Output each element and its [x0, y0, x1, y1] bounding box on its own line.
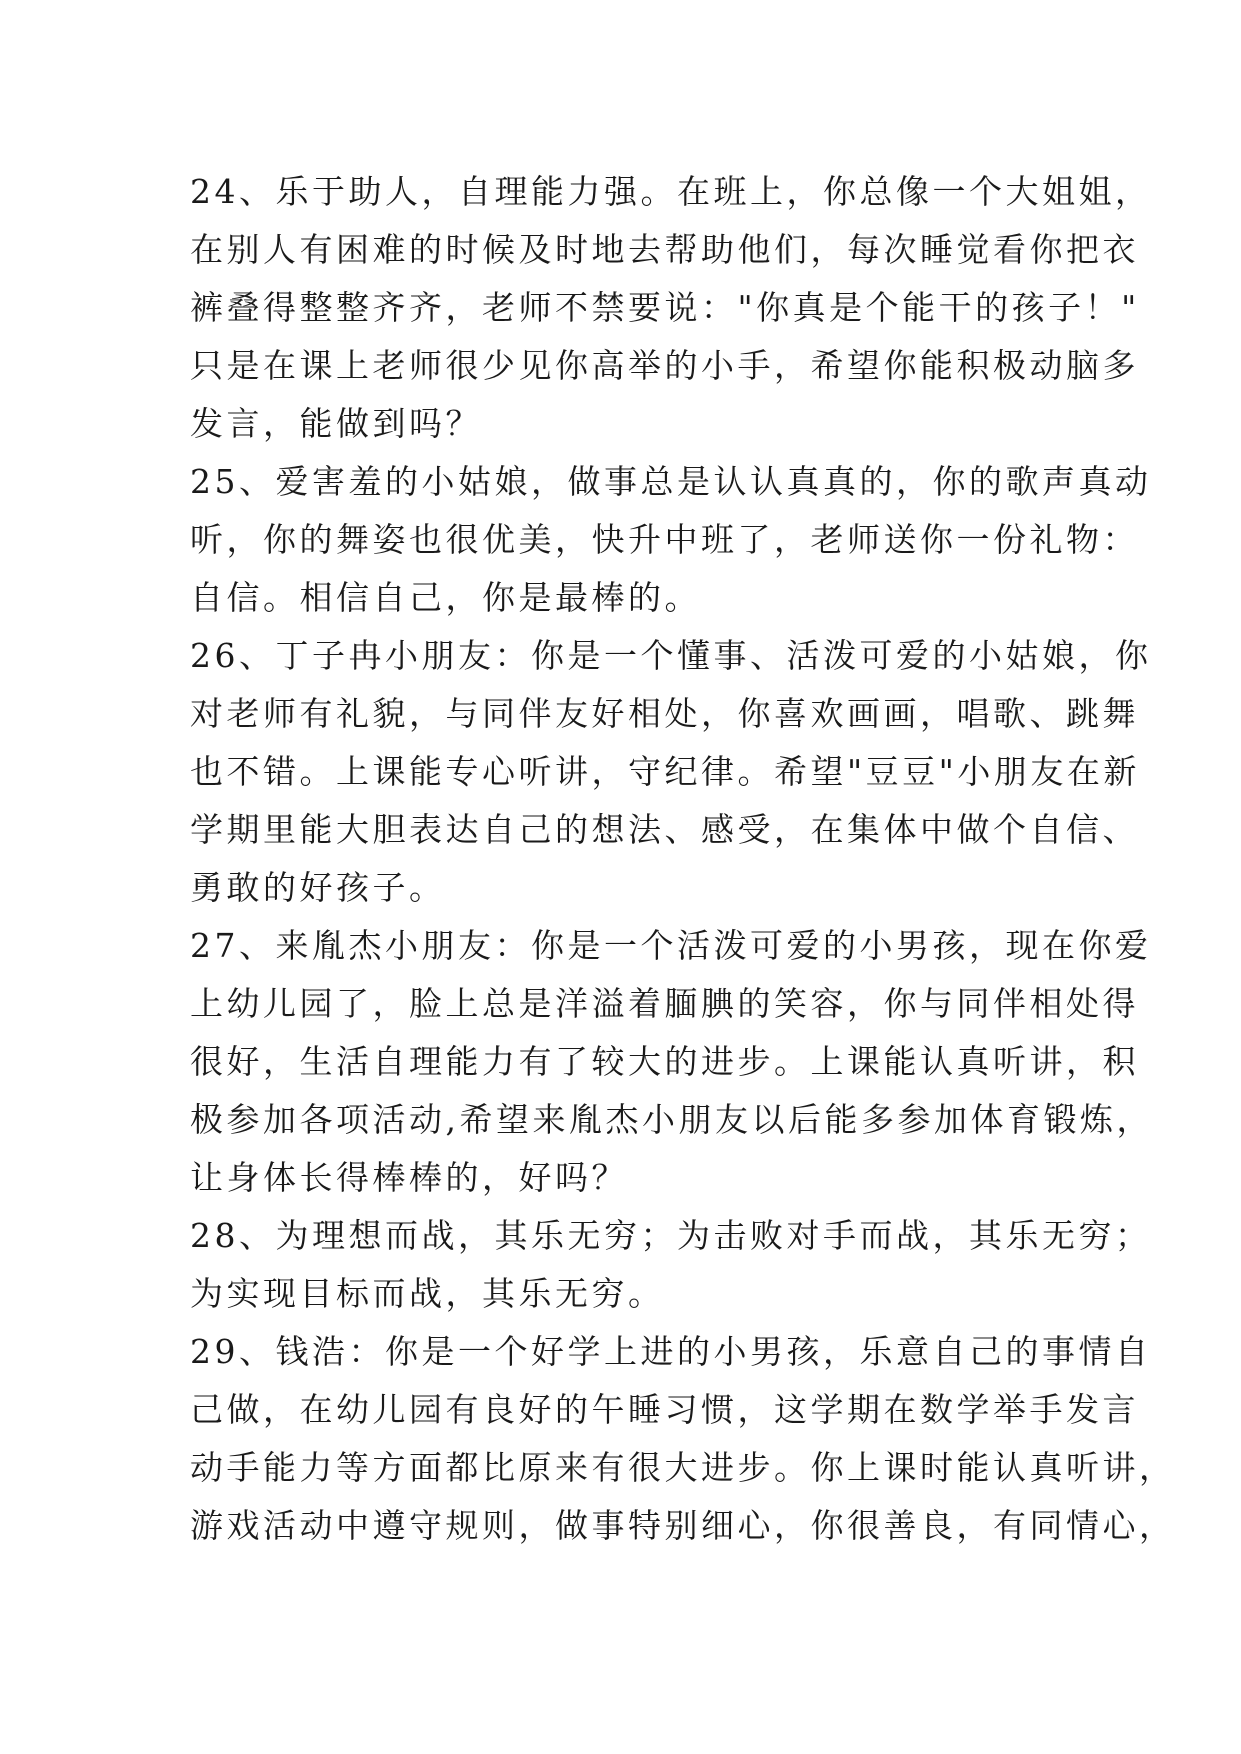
- text-line: 学期里能大胆表达自己的想法、感受，在集体中做个自信、: [190, 810, 1139, 849]
- text-line: 只是在课上老师很少见你高举的小手，希望你能积极动脑多: [190, 346, 1139, 385]
- text-line: 勇敢的好孩子。: [190, 868, 446, 907]
- text-line: 也不错。上课能专心听讲，守纪律。希望"豆豆"小朋友在新: [190, 752, 1140, 791]
- text-line: 为实现目标而战，其乐无穷。: [190, 1274, 665, 1313]
- text-line: 游戏活动中遵守规则，做事特别细心，你很善良，有同情心，: [190, 1506, 1176, 1545]
- text-line: 上幼儿园了，脸上总是洋溢着腼腆的笑容，你与同伴相处得: [190, 984, 1139, 1023]
- text-line: 在别人有困难的时候及时地去帮助他们，每次睡觉看你把衣: [190, 230, 1139, 269]
- text-line: 听，你的舞姿也很优美，快升中班了，老师送你一份礼物：: [190, 520, 1139, 559]
- text-line: 裤叠得整整齐齐，老师不禁要说："你真是个能干的孩子！": [190, 288, 1140, 327]
- text-line: 对老师有礼貌，与同伴友好相处，你喜欢画画，唱歌、跳舞: [190, 694, 1139, 733]
- text-line: 29、钱浩：你是一个好学上进的小男孩，乐意自己的事情自: [190, 1332, 1152, 1371]
- text-line: 27、来胤杰小朋友：你是一个活泼可爱的小男孩，现在你爱: [190, 926, 1152, 965]
- text-line: 动手能力等方面都比原来有很大进步。你上课时能认真听讲，: [190, 1448, 1176, 1487]
- text-line: 26、丁子冉小朋友：你是一个懂事、活泼可爱的小姑娘，你: [190, 636, 1152, 675]
- text-line: 让身体长得棒棒的，好吗？: [190, 1158, 628, 1197]
- text-line: 自信。相信自己，你是最棒的。: [190, 578, 701, 617]
- text-line: 28、为理想而战，其乐无穷；为击败对手而战，其乐无穷；: [190, 1216, 1152, 1255]
- text-line: 24、乐于助人，自理能力强。在班上，你总像一个大姐姐，: [190, 172, 1152, 211]
- text-line: 极参加各项活动,希望来胤杰小朋友以后能多参加体育锻炼，: [190, 1100, 1153, 1139]
- text-line: 25、爱害羞的小姑娘，做事总是认认真真的，你的歌声真动: [190, 462, 1152, 501]
- text-line: 己做，在幼儿园有良好的午睡习惯，这学期在数学举手发言: [190, 1390, 1139, 1429]
- text-line: 很好，生活自理能力有了较大的进步。上课能认真听讲，积: [190, 1042, 1139, 1081]
- text-line: 发言，能做到吗？: [190, 404, 482, 443]
- document-body: [190, 163, 1176, 1555]
